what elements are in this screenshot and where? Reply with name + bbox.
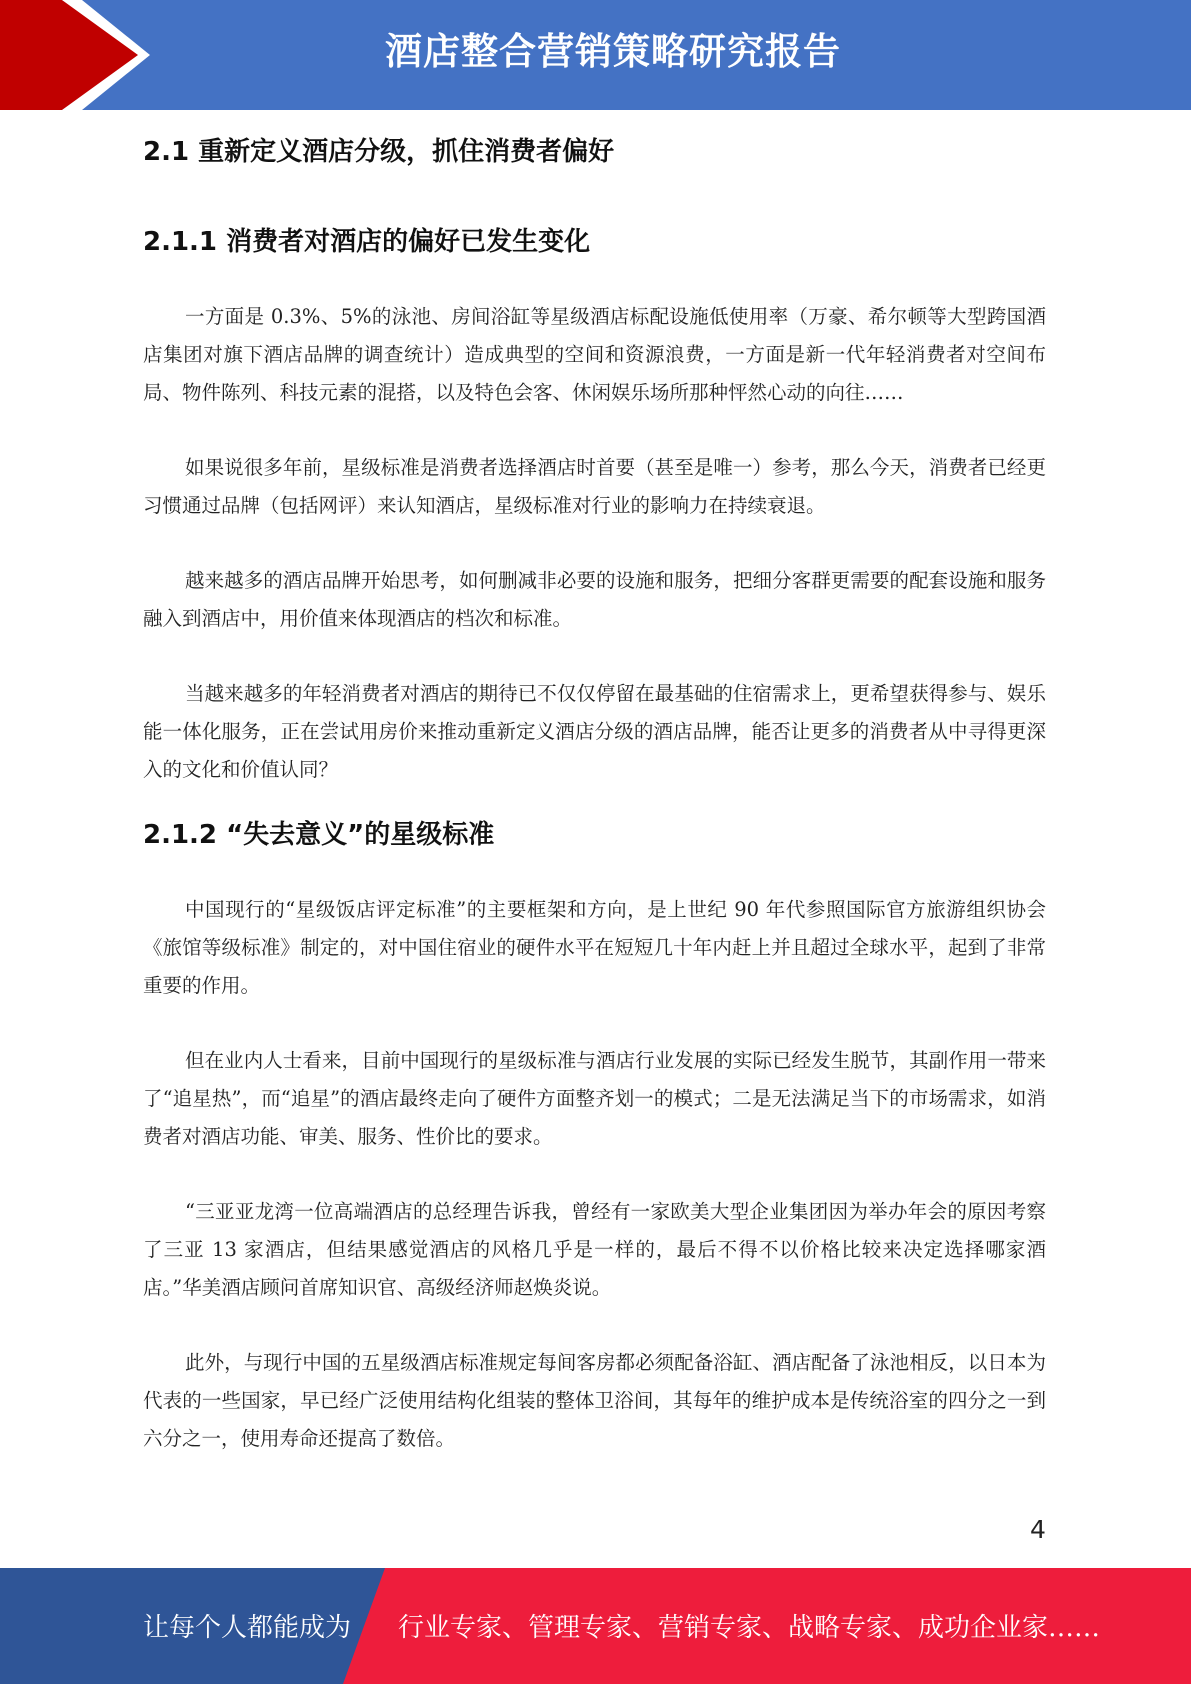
header-red-chevron xyxy=(0,0,146,110)
paragraph: 当越来越多的年轻消费者对酒店的期待已不仅仅停留在最基础的住宿需求上，更希望获得参与、娱乐能一体化服务，正在尝试用房价来推动重新定义酒店分级的酒店品牌，能否让更多的消费者从中寻得更深入的文化和价值认同？ xyxy=(143,682,1046,781)
footer-slogan-right: 行业专家、管理专家、营销专家、战略专家、成功企业家…… xyxy=(398,1613,1101,1643)
paragraph: 如果说很多年前，星级标准是消费者选择酒店时首要（甚至是唯一）参考，那么今天，消费者已经更习惯通过品牌（包括网评）来认知酒店，星级标准对行业的影响力在持续衰退。 xyxy=(143,456,1046,517)
paragraph: 一方面是 0.3%、5%的泳池、房间浴缸等星级酒店标配设施低使用率（万豪、希尔顿等大型跨国酒店集团对旗下酒店品牌的调查统计）造成典型的空间和资源浪费，一方面是新一代年轻消费者对空间布局、物件陈列、科技元素的混搭，以及特色会客、休闲娱乐场所那种怦然心动的向往…… xyxy=(143,305,1046,404)
paragraph: 中国现行的“星级饭店评定标准”的主要框架和方向，是上世纪 90 年代参照国际官方旅游组织协会《旅馆等级标准》制定的，对中国住宿业的硬件水平在短短几十年内赶上并且超过全球水平，起到了非常重要的作用。 xyxy=(143,898,1046,997)
section-heading: 2.1 重新定义酒店分级，抓住消费者偏好 xyxy=(143,137,615,167)
footer-slogan-left: 让每个人都能成为 xyxy=(143,1613,352,1643)
header-title: 酒店整合营销策略研究报告 xyxy=(385,30,841,73)
page-number: 4 xyxy=(1030,1515,1046,1544)
subsection-heading-2-1-2: 2.1.2 “失去意义”的星级标准 xyxy=(143,820,495,850)
paragraph: 但在业内人士看来，目前中国现行的星级标准与酒店行业发展的实际已经发生脱节，其副作用一带来了“追星热”，而“追星”的酒店最终走向了硬件方面整齐划一的模式；二是无法满足当下的市场需求，如消费者对酒店功能、审美、服务、性价比的要求。 xyxy=(143,1049,1046,1148)
subsection-heading-2-1-1: 2.1.1 消费者对酒店的偏好已发生变化 xyxy=(143,227,591,257)
page-header xyxy=(0,0,1191,110)
report-body xyxy=(143,126,1046,1495)
paragraph: 此外，与现行中国的五星级酒店标准规定每间客房都必须配备浴缸、酒店配备了泳池相反，以日本为代表的一些国家，早已经广泛使用结构化组装的整体卫浴间，其每年的维护成本是传统浴室的四分之一到六分之一，使用寿命还提高了数倍。 xyxy=(143,1351,1046,1450)
paragraph: “三亚亚龙湾一位高端酒店的总经理告诉我，曾经有一家欧美大型企业集团因为举办年会的原因考察了三亚 13 家酒店，但结果感觉酒店的风格几乎是一样的，最后不得不以价格比较来决定选择哪家酒店。”华美酒店顾问首席知识官、高级经济师赵焕炎说。 xyxy=(143,1200,1046,1299)
paragraph: 越来越多的酒店品牌开始思考，如何删减非必要的设施和服务，把细分客群更需要的配套设施和服务融入到酒店中，用价值来体现酒店的档次和标准。 xyxy=(143,569,1046,630)
page-footer xyxy=(0,1568,1191,1684)
